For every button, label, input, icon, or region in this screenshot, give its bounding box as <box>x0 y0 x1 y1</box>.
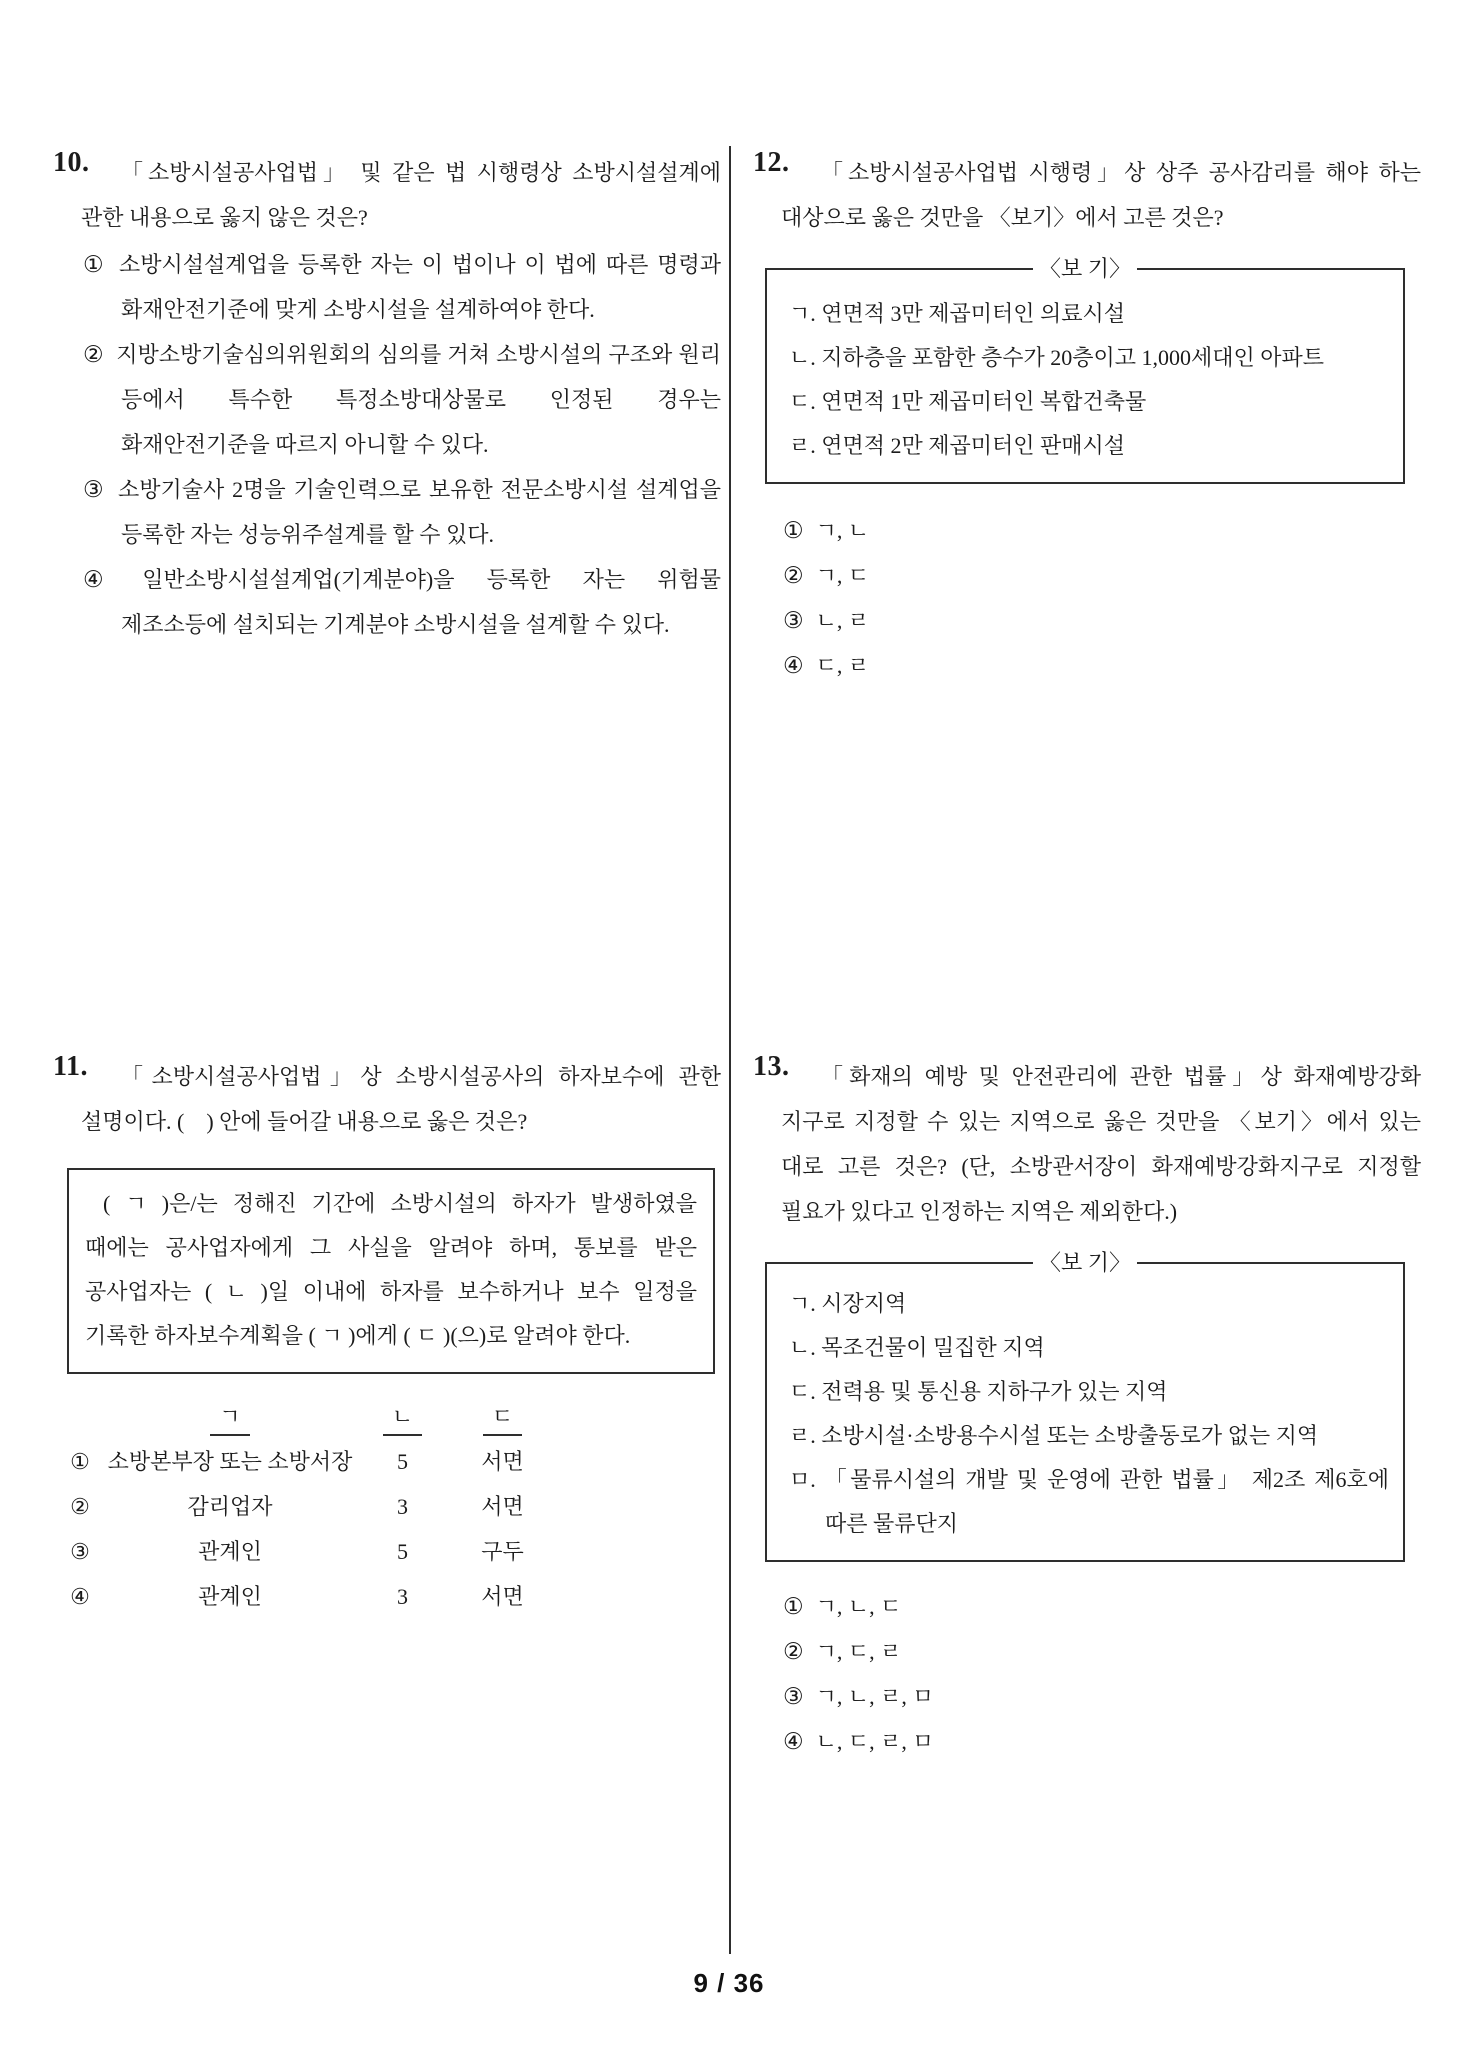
choice-text: ㄱ, ㄴ, ㄹ, ㅁ <box>815 1684 934 1709</box>
question-number: 13. <box>753 1051 790 1082</box>
table-header-row <box>55 1394 721 1439</box>
choice-marker: ② <box>783 563 804 588</box>
answer-table <box>55 1394 721 1619</box>
table-row <box>55 1529 721 1574</box>
table-row <box>55 1574 721 1619</box>
choice-list <box>55 242 721 647</box>
question-10 <box>53 147 721 647</box>
choice-marker: ④ <box>783 653 804 678</box>
table-cell-n: 5 <box>397 1539 408 1564</box>
question-12 <box>753 147 1421 688</box>
table-cell-g: 감리업자 <box>187 1494 273 1519</box>
question-stem: 「화재의 예방 및 안전관리에 관한 법률」상 화재예방강화 지구로 지정할 수 있는 지역으로 옳은 것만을 〈보기〉에서 있는 대로 고른 것은? (단, 소방관서장이 화재예방강화지구로 지정할 필요가 있다고 인정하는 지역은 제외한다.) <box>781 1064 1421 1224</box>
choice-option-2 <box>55 332 721 467</box>
table-cell-n: 3 <box>397 1584 408 1609</box>
question-12-head <box>753 147 1421 240</box>
passage-box <box>67 1168 715 1374</box>
choice-option-3 <box>55 467 721 557</box>
choice-option-4 <box>55 557 721 647</box>
choice-text: ㄱ, ㄷ <box>815 563 870 588</box>
choice-text: 일반소방시설설계업(기계분야)을 등록한 자는 위험물 제조소등에 설치되는 기계분야 소방시설을 설계할 수 있다. <box>121 567 721 637</box>
table-header-n: ㄴ <box>355 1394 450 1439</box>
table-header-g: ㄱ <box>105 1394 355 1439</box>
choice-option-2 <box>755 553 1421 598</box>
question-13 <box>753 1051 1421 1764</box>
column-divider <box>729 146 731 1954</box>
table-header-d: ㄷ <box>450 1394 555 1439</box>
table-cell-d: 구두 <box>481 1539 524 1564</box>
page-footer <box>0 1968 1458 1999</box>
bogi-item-d: ㄷ. 연면적 1만 제곱미터인 복합건축물 <box>789 389 1147 414</box>
table-cell-d: 서면 <box>481 1584 524 1609</box>
table-cell-n: 3 <box>397 1494 408 1519</box>
choice-option-1 <box>755 1584 1421 1629</box>
bogi-item-d: ㄷ. 전력용 및 통신용 지하구가 있는 지역 <box>789 1379 1168 1404</box>
question-11 <box>53 1051 721 1619</box>
bogi-label: 〈보 기〉 <box>1033 254 1137 284</box>
choice-text: ㄱ, ㄴ, ㄷ <box>815 1594 902 1619</box>
choice-option-4 <box>755 643 1421 688</box>
bogi-box <box>765 1250 1405 1562</box>
choice-list <box>755 508 1421 688</box>
table-cell-g: 관계인 <box>198 1584 262 1609</box>
choice-option-3 <box>755 598 1421 643</box>
choice-text: ㄷ, ㄹ <box>815 653 870 678</box>
choice-marker: ① <box>783 518 804 543</box>
question-stem: 「소방시설공사업법」상 소방시설공사의 하자보수에 관한 설명이다. ( ) 안에 들어갈 내용으로 옳은 것은? <box>81 1064 721 1134</box>
table-cell-d: 서면 <box>481 1494 524 1519</box>
question-number: 11. <box>53 1051 88 1082</box>
question-number: 12. <box>753 147 790 178</box>
table-row <box>55 1484 721 1529</box>
choice-text: 지방소방기술심의위원회의 심의를 거쳐 소방시설의 구조와 원리 등에서 특수한 특정소방대상물로 인정된 경우는 화재안전기준을 따르지 아니할 수 있다. <box>116 342 721 457</box>
choice-marker: ② <box>783 1639 804 1664</box>
bogi-item-g: ㄱ. 연면적 3만 제곱미터인 의료시설 <box>789 301 1126 326</box>
choice-marker: ① <box>783 1594 804 1619</box>
bogi-item-m: ㅁ. 「물류시설의 개발 및 운영에 관한 법률」 제2조 제6호에 따른 물류단지 <box>789 1467 1389 1536</box>
page-number: 9 / 36 <box>693 1968 765 1998</box>
choice-text: 소방시설설계업을 등록한 자는 이 법이나 이 법에 따른 명령과 화재안전기준에 맞게 소방시설을 설계하여야 한다. <box>118 252 721 322</box>
question-stem: 「소방시설공사업법 시행령」상 상주 공사감리를 해야 하는 대상으로 옳은 것만을 〈보기〉에서 고른 것은? <box>781 160 1421 230</box>
choice-option-1 <box>55 242 721 332</box>
choice-marker: ③ <box>83 477 107 502</box>
choice-marker: ② <box>70 1494 90 1519</box>
question-stem: 「소방시설공사업법」 및 같은 법 시행령상 소방시설설계에 관한 내용으로 옳지 않은 것은? <box>81 160 721 230</box>
choice-text: ㄴ, ㄷ, ㄹ, ㅁ <box>815 1729 934 1754</box>
question-11-head <box>53 1051 721 1144</box>
choice-text: 소방기술사 2명을 기술인력으로 보유한 전문소방시설 설계업을 등록한 자는 성능위주설계를 할 수 있다. <box>118 477 721 547</box>
choice-marker: ② <box>83 342 105 367</box>
question-number: 10. <box>53 147 90 178</box>
choice-option-3 <box>755 1674 1421 1719</box>
bogi-item-r: ㄹ. 소방시설·소방용수시설 또는 소방출동로가 없는 지역 <box>789 1423 1319 1448</box>
table-cell-n: 5 <box>397 1449 408 1474</box>
choice-marker: ③ <box>70 1539 90 1564</box>
table-row <box>55 1439 721 1484</box>
bogi-item-g: ㄱ. 시장지역 <box>789 1291 907 1316</box>
choice-text: ㄱ, ㄷ, ㄹ <box>815 1639 902 1664</box>
choice-marker: ① <box>70 1449 90 1474</box>
choice-marker: ④ <box>83 567 131 592</box>
choice-list <box>755 1584 1421 1764</box>
table-header-spacer <box>55 1394 105 1439</box>
table-cell-d: 서면 <box>481 1449 524 1474</box>
choice-marker: ④ <box>783 1729 804 1754</box>
choice-text: ㄴ, ㄹ <box>815 608 870 633</box>
table-cell-g: 관계인 <box>198 1539 262 1564</box>
bogi-item-n: ㄴ. 목조건물이 밀집한 지역 <box>789 1335 1045 1360</box>
choice-marker: ① <box>83 252 107 277</box>
choice-text: ㄱ, ㄴ <box>815 518 870 543</box>
choice-marker: ③ <box>783 1684 804 1709</box>
choice-option-4 <box>755 1719 1421 1764</box>
bogi-box <box>765 256 1405 484</box>
choice-marker: ③ <box>783 608 804 633</box>
question-13-head <box>753 1051 1421 1234</box>
bogi-item-n: ㄴ. 지하층을 포함한 층수가 20층이고 1,000세대인 아파트 <box>789 345 1325 370</box>
bogi-item-r: ㄹ. 연면적 2만 제곱미터인 판매시설 <box>789 433 1126 458</box>
question-10-head <box>53 147 721 240</box>
bogi-label: 〈보 기〉 <box>1033 1248 1137 1278</box>
choice-option-1 <box>755 508 1421 553</box>
passage-text: ( ㄱ )은/는 정해진 기간에 소방시설의 하자가 발생하였을 때에는 공사업자에게 그 사실을 알려야 하며, 통보를 받은 공사업자는 ( ㄴ )일 이내에 하자를 보수하거나 보수 일정을 기록한 하자보수계획을 ( ㄱ )에게 ( ㄷ )(으)로 알려야 한다. <box>85 1191 697 1348</box>
choice-marker: ④ <box>70 1584 90 1609</box>
table-cell-g: 소방본부장 또는 소방서장 <box>107 1449 353 1474</box>
choice-option-2 <box>755 1629 1421 1674</box>
